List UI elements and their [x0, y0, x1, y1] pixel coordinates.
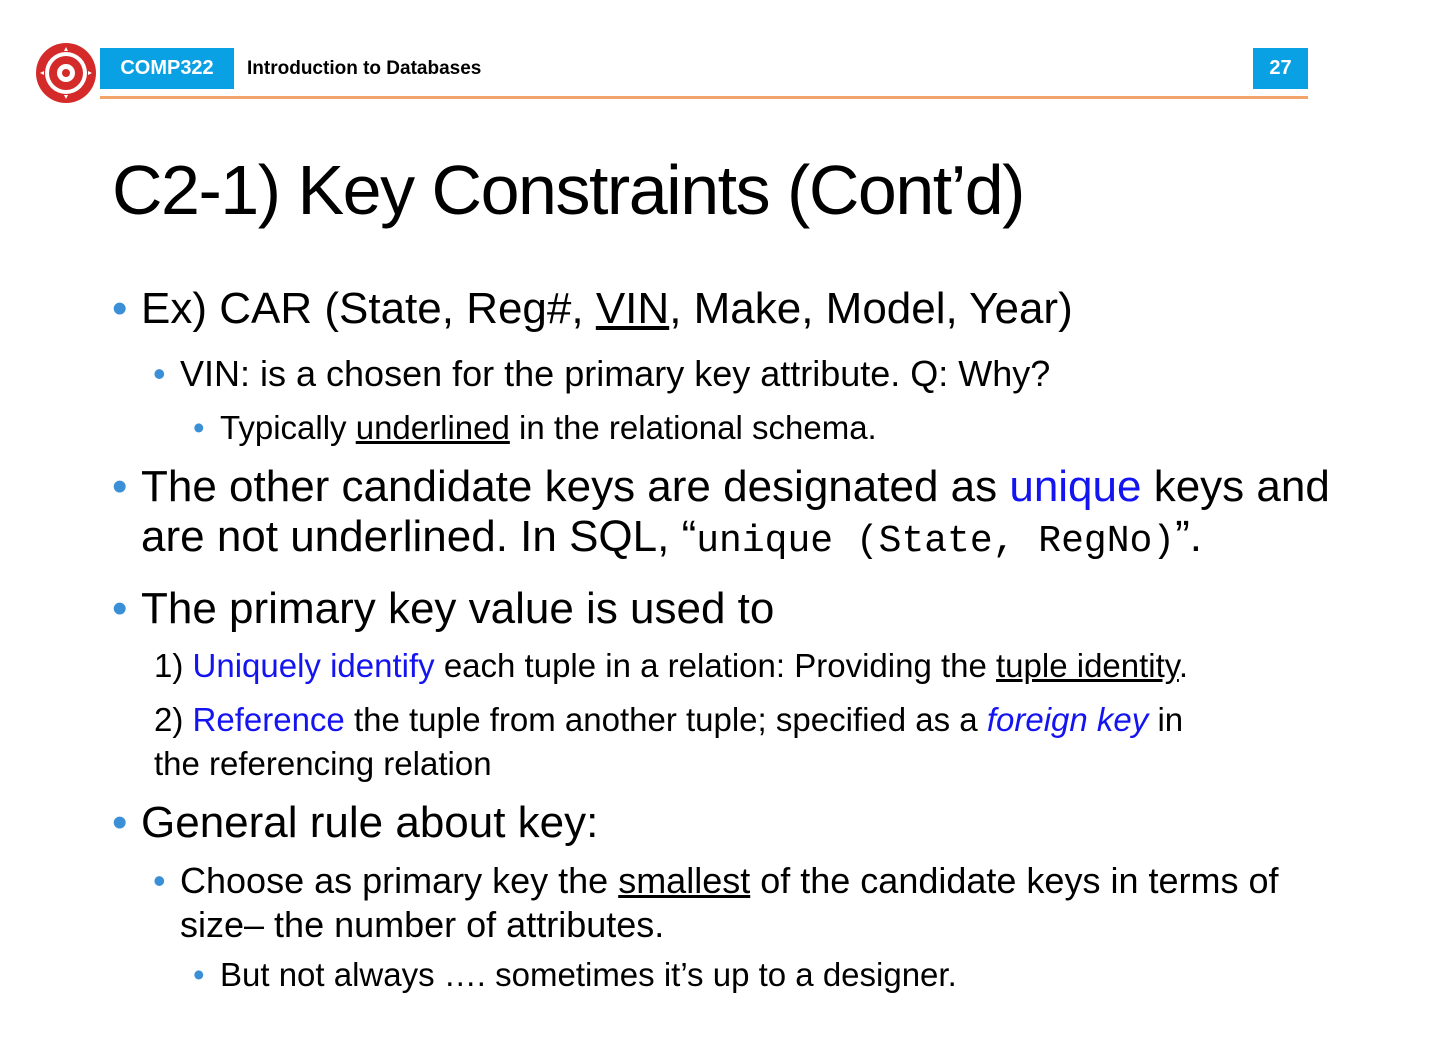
- sub-bullet-vin: VIN: is a chosen for the primary key attribute. Q: Why?: [180, 353, 1051, 394]
- reference-text: the tuple from another tuple; specified as a: [344, 701, 987, 738]
- bullet-dot: •: [112, 798, 128, 847]
- identify-text: each tuple in a relation: Providing the: [434, 647, 997, 684]
- bullet-car-schema: [141, 284, 1073, 334]
- smallest-prefix: Choose as primary key the: [180, 860, 619, 901]
- tuple-identity-term: tuple identity: [996, 647, 1179, 684]
- university-seal-logo: [35, 42, 97, 104]
- bullet-dot: •: [153, 353, 166, 394]
- reference-end: in: [1148, 701, 1184, 738]
- course-title: Introduction to Databases: [247, 58, 482, 79]
- bullet-dot: •: [193, 409, 205, 446]
- identify-period: .: [1178, 647, 1189, 684]
- slide-title: C2-1) Key Constraints (Cont’d): [112, 151, 1024, 229]
- bullet-dot: •: [112, 584, 128, 633]
- bullet-unique-keys-line2: [141, 512, 1202, 563]
- bullet-primary-key-uses: The primary key value is used to: [141, 584, 775, 633]
- smallest-suffix: of the candidate keys in terms of: [750, 860, 1279, 901]
- car-primary-key: VIN: [595, 284, 670, 333]
- reference-keyword: Reference: [192, 701, 345, 738]
- bullet-dot: •: [193, 956, 205, 993]
- car-schema-suffix: , Make, Model, Year): [669, 284, 1073, 333]
- sql-note-suffix: ”.: [1175, 512, 1203, 561]
- numbered-item-reference: [154, 701, 1183, 739]
- unique-keys-prefix: The other candidate keys are designated as: [141, 462, 1010, 511]
- underline-note-word: underlined: [355, 409, 510, 446]
- bullet-dot: •: [153, 860, 166, 901]
- subsub-bullet-designer: But not always …. sometimes it’s up to a designer.: [220, 956, 957, 993]
- foreign-key-term: foreign key: [986, 701, 1149, 738]
- underline-note-prefix: Typically: [220, 409, 356, 446]
- item-number: 2): [154, 701, 193, 738]
- sql-note-prefix: are not underlined. In SQL, “: [141, 512, 697, 561]
- underline-note-suffix: in the relational schema.: [509, 409, 877, 446]
- page-number-badge: 27: [1253, 48, 1308, 89]
- item-number: 1): [154, 647, 193, 684]
- sub-bullet-smallest-key-line2: size– the number of attributes.: [180, 904, 665, 945]
- identify-keyword: Uniquely identify: [192, 647, 435, 684]
- sub-bullet-smallest-key: [180, 860, 1279, 902]
- smallest-term: smallest: [618, 860, 751, 901]
- bullet-dot: •: [112, 284, 128, 333]
- subsub-bullet-underlined: [220, 409, 877, 447]
- car-schema-prefix: Ex) CAR (State, Reg#,: [141, 284, 596, 333]
- course-code-badge: COMP322: [100, 48, 234, 89]
- bullet-general-rule: General rule about key:: [141, 798, 599, 847]
- unique-keyword: unique: [1009, 462, 1142, 511]
- sql-unique-code: unique (State, RegNo): [696, 520, 1176, 563]
- numbered-item-identify: [154, 647, 1188, 685]
- bullet-dot: •: [112, 462, 128, 511]
- unique-keys-suffix: keys and: [1141, 462, 1330, 511]
- bullet-unique-keys-line1: [141, 462, 1330, 512]
- numbered-item-reference-line2: the referencing relation: [154, 745, 492, 782]
- header-divider: [100, 96, 1308, 99]
